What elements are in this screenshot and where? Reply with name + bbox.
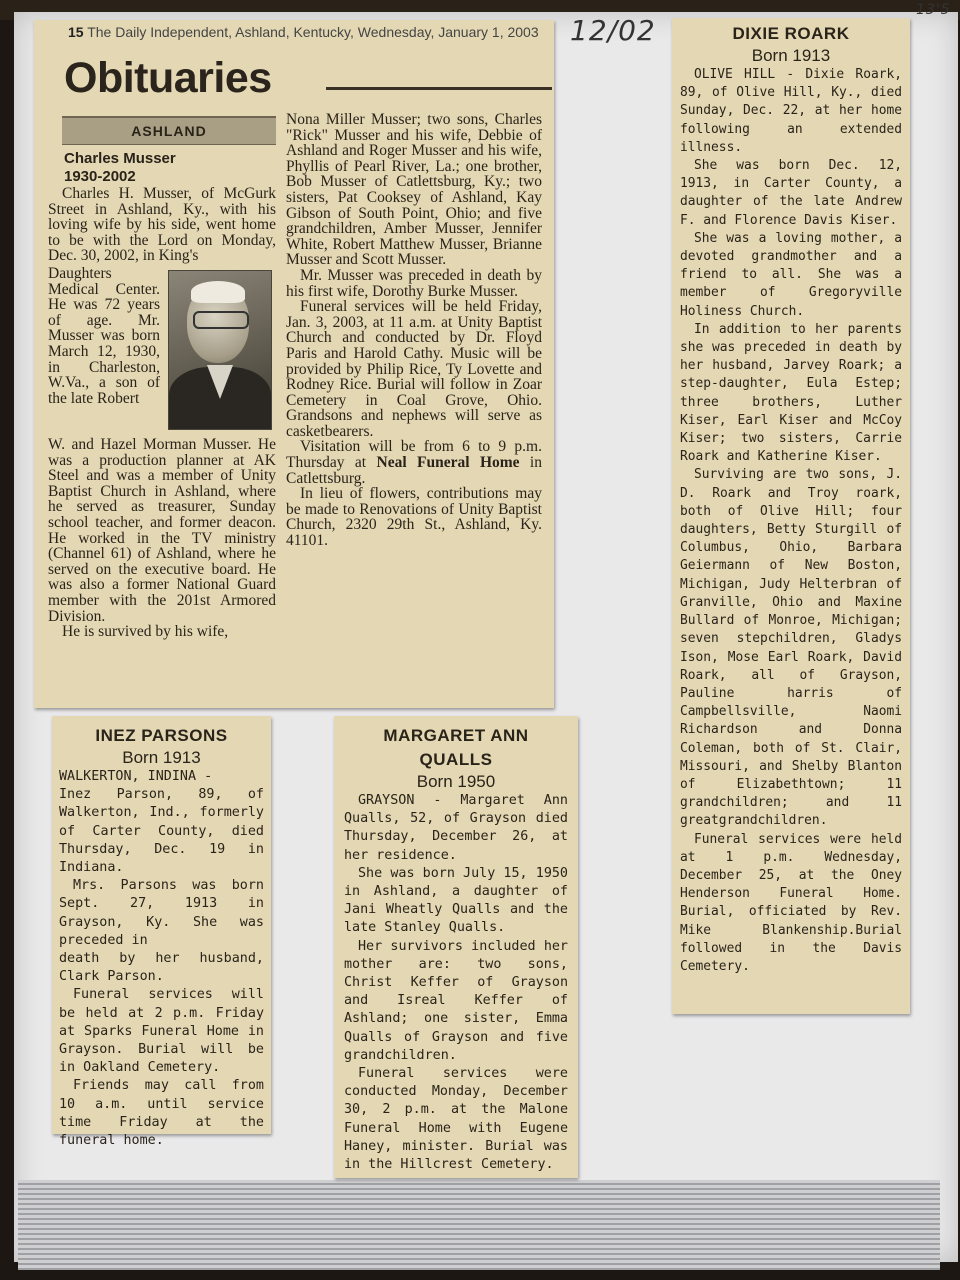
paragraph: Funeral services were conducted Monday, December 30, 2 p.m. at the Malone Funeral Home with Eugene Haney, minister. Burial was in the Hillcrest Cemetery. bbox=[344, 1066, 568, 1173]
column-one-top bbox=[48, 186, 276, 264]
column-one-narrow bbox=[48, 266, 160, 406]
obituary-name: INEZ PARSONS bbox=[95, 726, 228, 745]
location-bar: ASHLAND bbox=[62, 116, 276, 145]
paragraph: W. and Hazel Morman Musser. He was a production planner at AK Steel and was a member of Unity Baptist Church in Ashland, where he served as treasurer, Sunday school teacher, and former deacon. He worked in the TV ministry (Channel 61) of Ashland, where he served on the executive board. He was also a former National Guard member with the 201st Armored Division. bbox=[48, 436, 276, 625]
parsons-clipping bbox=[52, 716, 271, 1149]
paragraph: Charles H. Musser, of McGurk Street in Ashland, Ky., with his loving wife by his side, went home to be with the Lord on Monday, Dec. 30, 2002, in King's bbox=[48, 185, 276, 265]
corner-mark: 13'5 bbox=[916, 2, 951, 18]
musser-clipping bbox=[34, 20, 554, 708]
text-run: - Margaret Ann Qualls, 52, of Grayson died Thursday, December 26, at her residence. bbox=[344, 793, 568, 863]
paragraph: Funeral services will be held Friday, Jan. 3, 2003, at 11 a.m. at Unity Baptist Church and conducted by Dr. Floyd Paris and Harold Cathy. Music will be provided by Philip Rice, Ty Lovette and Rodney Rice. Burial will follow in Zoar Cemetery in Coal Grove, Ohio. Grandsons and nephews will serve as casketbearers. bbox=[286, 298, 542, 440]
paragraph: Mrs. Parsons was born Sept. 27, 1913 in Grayson, Ky. She was preceded in bbox=[59, 878, 264, 948]
obituary-name-line1: MARGARET ANN bbox=[383, 726, 529, 745]
page-number: 15 bbox=[68, 24, 84, 40]
paragraph bbox=[286, 439, 542, 486]
paragraph: Her survivors included her mother are: two sons, Christ Keffer of Grayson and Isreal Keffer of Ashland; one sister, Emma Qualls of Grayson and five grandchildren. bbox=[344, 938, 568, 1063]
dateline: WALKERTON, INDINA - bbox=[59, 769, 213, 784]
paragraph: death by her husband, Clark Parson. bbox=[59, 951, 264, 985]
funeral-home-name: Neal Funeral Home bbox=[376, 454, 520, 472]
dateline: GRAYSON bbox=[358, 793, 415, 808]
paragraph: Inez Parson, 89, of Walkerton, Ind., formerly of Carter County, died Thursday, Dec. 19 in Indiana. bbox=[59, 787, 264, 876]
paragraph: In addition to her parents she was preceded in death by her husband, Jarvey Roark; a step-daughter, Eula Estep; three brothers, Luther Kiser, Earl Kiser and McCoy Kiser; two sisters, Carrie Roark and Katherine Kiser. bbox=[680, 321, 902, 465]
roark-clipping bbox=[672, 18, 910, 1014]
newspaper-dateline bbox=[68, 24, 538, 40]
text-run: in Catlettsburg. bbox=[286, 454, 542, 487]
page-stack-edges bbox=[18, 1180, 940, 1270]
obituary-dates: 1930-2002 bbox=[64, 168, 136, 185]
obituary-born: Born 1950 bbox=[416, 772, 496, 791]
paragraph: Nona Miller Musser; two sons, Charles "Rick" Musser and his wife, Debbie of Ashland and Roger Musser and his wife, Phyllis of Pearl River, La.; one brother, Bob Musser of Catlettsburg, Ky.; two sisters, Pat Cooksey of Ashland, Kay Gibson of South Point, Ohio; and five grandchildren, Amber Musser, Jennifer White, Robert Matthew Musser, Brianne Musser and Scott Musser. bbox=[286, 111, 542, 269]
obituary-born: Born 1913 bbox=[122, 748, 201, 767]
paragraph: Surviving are two sons, J. D. Roark and Troy roark, both of Olive Hill; four daughters, Betty Sturgill of Columbus, Ohio, Barbara Geiermann of New Boston, Michigan, Judy Helterbran of Granville, Ohio and Maxine Bullard of Monroe, Michigan; seven stepchildren, Gladys Ison, Mose Earl Roark, David Roark, all of Grayson, Pauline harris of Campbellsville, Naomi Richardson and Donna Coleman, both of St. Clair, Missouri, and Shelby Blanton of Elizabethtown; 11 grandchildren; and 11 greatgrandchildren. bbox=[680, 467, 902, 829]
paragraph: He is survived by his wife, bbox=[62, 623, 229, 641]
paragraph bbox=[344, 792, 568, 865]
paragraph: She was born July 15, 1950 in Ashland, a daughter of Jani Wheatly Qualls and the late Stanley Qualls. bbox=[344, 865, 568, 936]
paragraph: In lieu of flowers, contributions may be made to Renovations of Unity Baptist Church, 2320 29th St., Ashland, Ky. 41101. bbox=[286, 485, 542, 550]
section-rule bbox=[326, 87, 552, 90]
paragraph bbox=[680, 66, 902, 157]
column-two bbox=[286, 112, 542, 549]
portrait-photo bbox=[168, 270, 272, 430]
obituary-name-line2: QUALLS bbox=[419, 750, 493, 769]
paragraph: Daughters Medical Center. He was 72 years of age. Mr. Musser was born March 12, 1930, in Charleston, W.Va., a son of the late Robert bbox=[48, 265, 160, 407]
paragraph: Funeral services were held at 1 p.m. Wednesday, December 25, at the Oney Henderson Funeral Home. Burial, officiated by Rev. Mike Blankenship.Burial followed in the Davis Cemetery. bbox=[680, 831, 902, 974]
qualls-clipping bbox=[334, 716, 578, 1178]
handwritten-date: 12/02 bbox=[570, 14, 656, 47]
text-run: Visitation will be from 6 to 9 p.m. Thursday at bbox=[286, 438, 542, 472]
paragraph: She was a loving mother, a devoted grandmother and a friend to all. She was a member of Gregoryville Holiness Church. bbox=[680, 230, 902, 319]
obituary-name: Charles Musser bbox=[64, 150, 176, 167]
section-title: Obituaries bbox=[64, 54, 272, 102]
dateline-text: The Daily Independent, Ashland, Kentucky, Wednesday, January 1, 2003 bbox=[87, 24, 539, 40]
text-run: - Dixie Roark, 89, of Olive Hill, Ky., died Sunday, Dec. 22, at her home following an extended illness. bbox=[680, 67, 902, 155]
paragraph: Funeral services will be held at 2 p.m. Friday at Sparks Funeral Home in Grayson. Burial will be in Oakland Cemetery. bbox=[59, 987, 264, 1076]
paragraph: She was born Dec. 12, 1913, in Carter County, a daughter of the late Andrew F. and Florence Davis Kiser. bbox=[680, 158, 902, 228]
obituary-born: Born 1913 bbox=[751, 46, 831, 65]
obituary-name: DIXIE ROARK bbox=[732, 24, 850, 43]
paragraph: Mr. Musser was preceded in death by his first wife, Dorothy Burke Musser. bbox=[286, 266, 542, 300]
column-one-bottom bbox=[48, 437, 276, 640]
paragraph: Friends may call from 10 a.m. until service time Friday at the funeral home. bbox=[59, 1078, 264, 1149]
dateline: OLIVE HILL bbox=[694, 67, 776, 82]
